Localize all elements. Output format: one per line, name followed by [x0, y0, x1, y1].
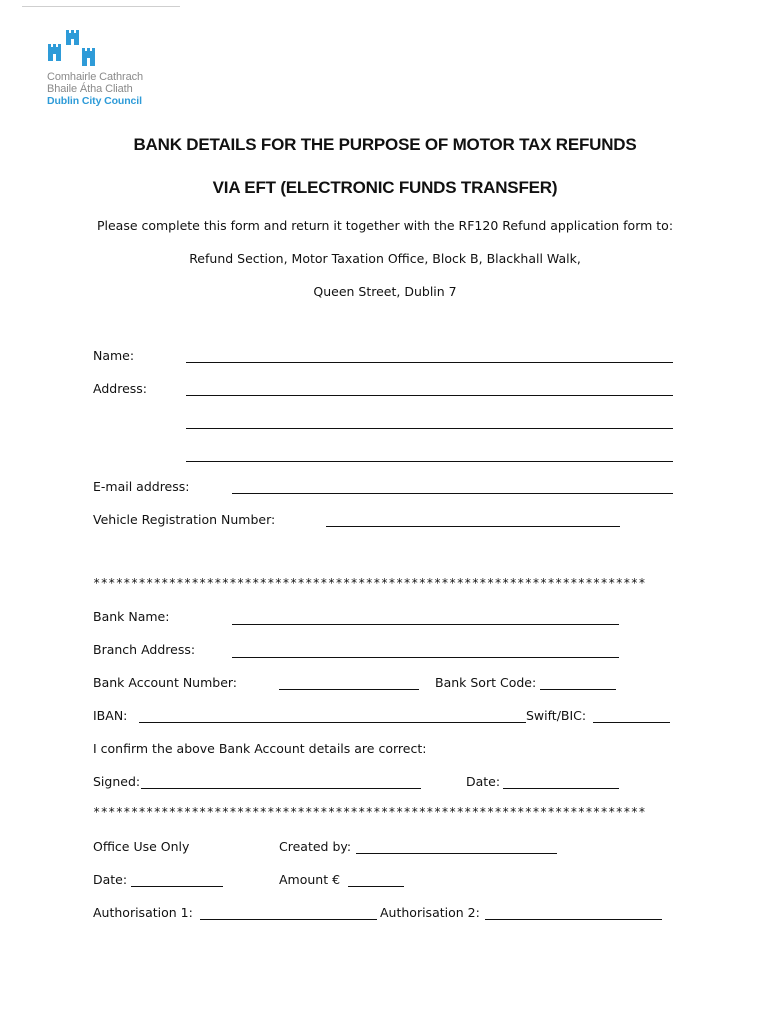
amount-label: Amount € [279, 872, 341, 887]
office-date-field[interactable] [131, 886, 223, 887]
separator-line: ************************************************************************* [93, 576, 646, 590]
signed-date-label: Date: [466, 774, 501, 789]
name-field[interactable] [186, 362, 673, 363]
vehicle-registration-field[interactable] [326, 526, 620, 527]
confirm-text: I confirm the above Bank Account details are correct: [93, 741, 427, 756]
created-by-label: Created by: [279, 839, 352, 854]
castle-towers-icon [46, 28, 104, 68]
created-by-field[interactable] [356, 853, 557, 854]
name-label: Name: [93, 348, 135, 363]
address-label: Address: [93, 381, 147, 396]
authorisation-1-field[interactable] [200, 919, 377, 920]
intro-text: Please complete this form and return it together with the RF120 Refund application form to: [96, 218, 674, 233]
branch-address-label: Branch Address: [93, 642, 196, 657]
logo-irish-line2: Bhaile Átha Cliath [47, 83, 133, 95]
amount-field[interactable] [348, 886, 404, 887]
form-title-line1: BANK DETAILS FOR THE PURPOSE OF MOTOR TAX REFUNDS [133, 135, 637, 154]
return-address-line1: Refund Section, Motor Taxation Office, Block B, Blackhall Walk, [189, 251, 581, 266]
bank-name-label: Bank Name: [93, 609, 170, 624]
address-field-line2[interactable] [186, 428, 673, 429]
separator-line-2: ************************************************************************* [93, 805, 646, 819]
office-date-label: Date: [93, 872, 128, 887]
address-field-line3[interactable] [186, 461, 673, 462]
top-rule [22, 6, 180, 7]
branch-address-field[interactable] [232, 657, 619, 658]
iban-field[interactable] [139, 722, 526, 723]
return-address-line2: Queen Street, Dublin 7 [313, 284, 457, 299]
authorisation-1-label: Authorisation 1: [93, 905, 193, 920]
iban-label: IBAN: [93, 708, 128, 723]
account-number-label: Bank Account Number: [93, 675, 238, 690]
email-field[interactable] [232, 493, 673, 494]
authorisation-2-label: Authorisation 2: [380, 905, 480, 920]
logo-english-name: Dublin City Council [47, 95, 142, 107]
sort-code-field[interactable] [540, 689, 616, 690]
swift-label: Swift/BIC: [526, 708, 587, 723]
office-use-label: Office Use Only [93, 839, 190, 854]
swift-field[interactable] [593, 722, 670, 723]
email-label: E-mail address: [93, 479, 190, 494]
logo-irish-line1: Comhairle Cathrach [47, 71, 144, 83]
vehicle-registration-label: Vehicle Registration Number: [93, 512, 276, 527]
signed-label: Signed: [93, 774, 141, 789]
account-number-field[interactable] [279, 689, 419, 690]
sort-code-label: Bank Sort Code: [435, 675, 537, 690]
bank-name-field[interactable] [232, 624, 619, 625]
signature-field[interactable] [141, 788, 421, 789]
authorisation-2-field[interactable] [485, 919, 662, 920]
form-title-line2: VIA EFT (ELECTRONIC FUNDS TRANSFER) [212, 178, 558, 197]
address-field-line1[interactable] [186, 395, 673, 396]
signed-date-field[interactable] [503, 788, 619, 789]
